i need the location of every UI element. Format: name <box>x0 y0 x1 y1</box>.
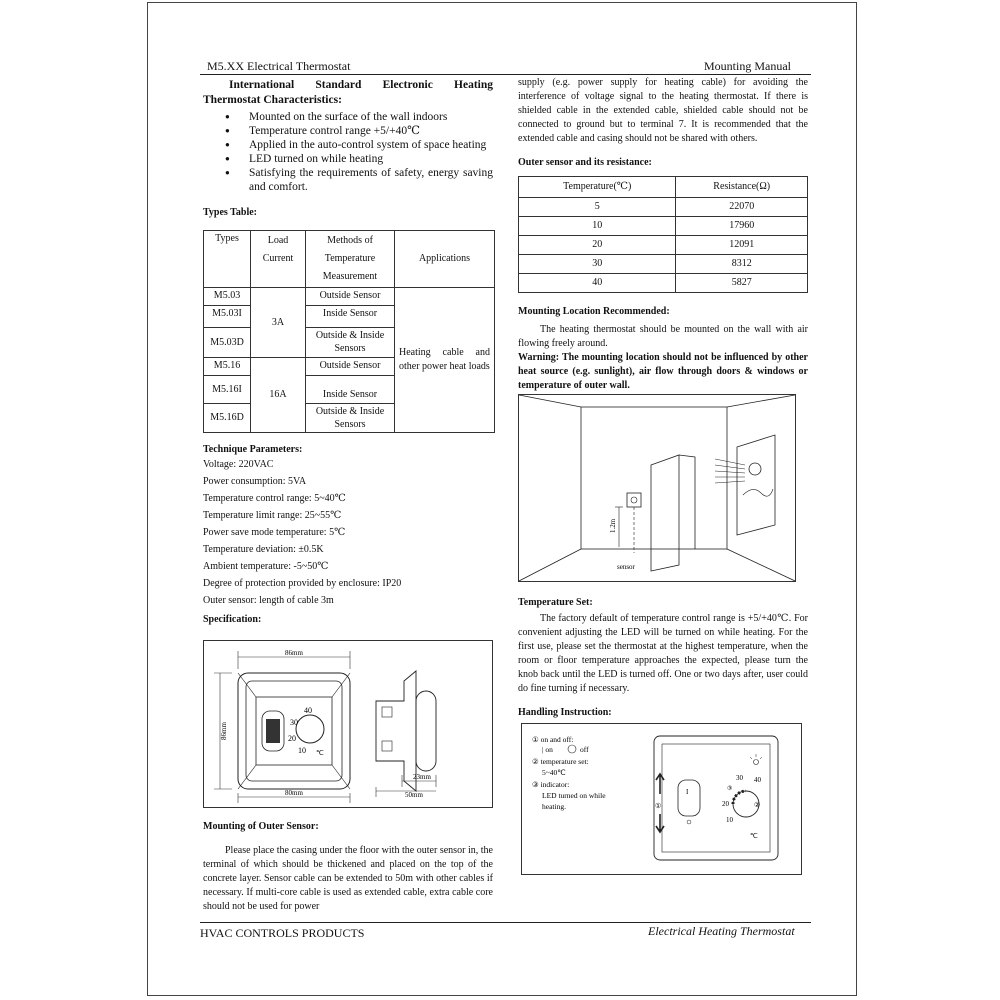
handling-drawing <box>522 724 801 874</box>
table-cell: Inside Sensor <box>306 376 395 404</box>
left-column <box>203 78 493 627</box>
title-word: International <box>229 79 295 91</box>
table-row: 5 22070 <box>519 198 808 217</box>
section-title <box>203 78 493 108</box>
table-cell: Outside & Inside Sensors <box>306 404 395 433</box>
dim-86mm-width: 86mm <box>285 649 303 657</box>
param: Temperature control range: 5~40℃ <box>203 493 346 504</box>
col-header: Temperature(℃) <box>519 177 676 198</box>
dial-20: 20 <box>288 734 296 743</box>
mount-sensor-section <box>203 820 493 914</box>
dim-23mm: 23mm <box>413 773 431 781</box>
warning-text: Warning: The mounting location should not be influenced by other heat source (e.g. sunlight), air flow through doors & windows or temperature of outer wall. <box>518 352 808 391</box>
param: Degree of protection provided by enclosure: IP20 <box>203 578 402 589</box>
param: Ambient temperature: -5~50℃ <box>203 561 329 572</box>
dial-40: 40 <box>304 706 312 715</box>
mounting-location-figure <box>518 394 796 582</box>
handling-line: ① on and off: <box>532 735 574 744</box>
marker-3: ③ <box>727 786 733 792</box>
list-item: ● Satisfying the requirements of safety, energy saving and comfort. <box>203 166 493 194</box>
list-item: ● Applied in the auto-control system of space heating <box>203 138 493 152</box>
handling-heading: Handling Instruction: <box>518 707 612 718</box>
col-header: Load Current <box>251 231 306 288</box>
sensor-label: sensor <box>617 563 635 571</box>
table-cell: 3A <box>251 288 306 358</box>
list-item: ● LED turned on while heating <box>203 152 493 166</box>
table-cell: Outside Sensor <box>306 288 395 306</box>
dial-unit: ℃ <box>316 749 324 757</box>
table-cell: Inside Sensor <box>306 306 395 328</box>
param: Power save mode temperature: 5℃ <box>203 527 346 538</box>
dial-10: 10 <box>726 816 733 824</box>
height-label: 1.2m <box>609 518 617 533</box>
marker-2: ② <box>754 801 761 809</box>
param: Voltage: 220VAC <box>203 459 274 470</box>
table-row: 30 8312 <box>519 255 808 274</box>
mount-heading: Mounting of Outer Sensor: <box>203 821 319 832</box>
footer-rule <box>200 922 811 923</box>
dial-unit: ℃ <box>750 832 758 840</box>
dial-40: 40 <box>754 776 761 784</box>
table-cell: M5.16D <box>204 404 251 433</box>
table-cell: Heating cable and other power heat loads <box>395 288 495 433</box>
list-item: ● Mounted on the surface of the wall indoors <box>203 110 493 124</box>
table-cell: M5.16 <box>204 358 251 376</box>
features-list <box>203 110 493 194</box>
temperature-set-section <box>518 596 808 720</box>
dim-80mm: 80mm <box>285 789 303 797</box>
handling-line: | on <box>542 745 553 754</box>
specification-drawing <box>204 641 492 807</box>
handling-line: off <box>580 745 589 754</box>
handling-line: LED turned on while <box>542 791 606 800</box>
header-rule <box>200 74 811 75</box>
resistance-table <box>518 176 808 293</box>
header-right: Mounting Manual <box>704 59 791 73</box>
col-header: Resistance(Ω) <box>676 177 808 198</box>
table-row: 10 17960 <box>519 217 808 236</box>
dial-30: 30 <box>290 718 298 727</box>
handling-line: ③ indicator: <box>532 780 570 789</box>
footer-right: Electrical Heating Thermostat <box>648 924 795 938</box>
marker-1: ① <box>655 802 662 810</box>
sensor-heading: Outer sensor and its resistance: <box>518 157 652 168</box>
table-row: 40 5827 <box>519 274 808 293</box>
title-word: Standard <box>315 79 362 91</box>
handling-figure <box>521 723 802 875</box>
dial-30: 30 <box>736 774 743 782</box>
handling-line: 5~40℃ <box>542 768 566 777</box>
table-cell: M5.16I <box>204 376 251 404</box>
tech-params <box>203 458 493 607</box>
spec-heading: Specification: <box>203 614 262 625</box>
mount-text: Please place the casing under the floor with the outer sensor in, the terminal of which should be thickened and placed on the top of the concrete layer. Sensor cable can be extended to 50m with other cables if necessary. If multi-core cable is used as extended cable, extra cable core should not be used for power <box>203 845 493 912</box>
location-heading: Mounting Location Recommended: <box>518 306 670 317</box>
col-header: Types <box>204 231 251 288</box>
table-cell: M5.03D <box>204 328 251 358</box>
room-drawing <box>519 395 795 581</box>
table-cell: Outside Sensor <box>306 358 395 376</box>
title-line2: Thermostat Characteristics: <box>203 94 342 106</box>
param: Power consumption: 5VA <box>203 476 307 487</box>
handling-line: heating. <box>542 802 566 811</box>
param: Outer sensor: length of cable 3m <box>203 595 334 606</box>
col-header: Methods of Temperature Measurement <box>306 231 395 288</box>
specification-figure <box>203 640 493 808</box>
table-row: 20 12091 <box>519 236 808 255</box>
param: Temperature limit range: 25~55℃ <box>203 510 342 521</box>
header-left: M5.XX Electrical Thermostat <box>207 59 351 73</box>
tset-heading: Temperature Set: <box>518 597 593 608</box>
table-cell: Outside & Inside Sensors <box>306 328 395 358</box>
dial-10: 10 <box>298 746 306 755</box>
continued-text: supply (e.g. power supply for heating cable) for avoiding the interference of voltage signal to the heating thermostat. If there is shielded cable in the extended cable, shielded cable should not be connected to ground but to terminal 7. It is recommended that the extended cable and casing should not be shared with others. <box>518 77 808 144</box>
dim-86mm-height: 86mm <box>220 722 228 740</box>
tset-text: The factory default of temperature control range is +5/+40℃. For convenient adjusting the LED will be turned on while heating. For the first use, please set the thermostat at the highest temperature, when the room or floor temperature approaches the expected, please turn the knob back until the LED is turned off. One or two days after, user could do fine turning if necessary. <box>518 613 808 694</box>
types-heading: Types Table: <box>203 207 257 218</box>
location-text: The heating thermostat should be mounted on the wall with air flowing freely around. <box>518 324 808 349</box>
title-word: Electronic <box>382 79 433 91</box>
dial-20: 20 <box>722 800 729 808</box>
title-word: Heating <box>454 79 493 91</box>
table-cell: M5.03 <box>204 288 251 306</box>
list-item: ● Temperature control range +5/+40℃ <box>203 124 493 138</box>
param: Temperature deviation: ±0.5K <box>203 544 324 555</box>
table-cell: M5.03I <box>204 306 251 328</box>
table-cell: 16A <box>251 358 306 433</box>
footer-left: HVAC CONTROLS PRODUCTS <box>200 926 365 940</box>
right-column <box>518 76 808 393</box>
tech-heading: Technique Parameters: <box>203 444 303 455</box>
types-table <box>203 230 495 433</box>
switch-on: I <box>686 788 689 796</box>
handling-line: ② temperature set: <box>532 757 589 766</box>
dim-50mm: 50mm <box>405 791 423 799</box>
col-header: Applications <box>395 231 495 288</box>
